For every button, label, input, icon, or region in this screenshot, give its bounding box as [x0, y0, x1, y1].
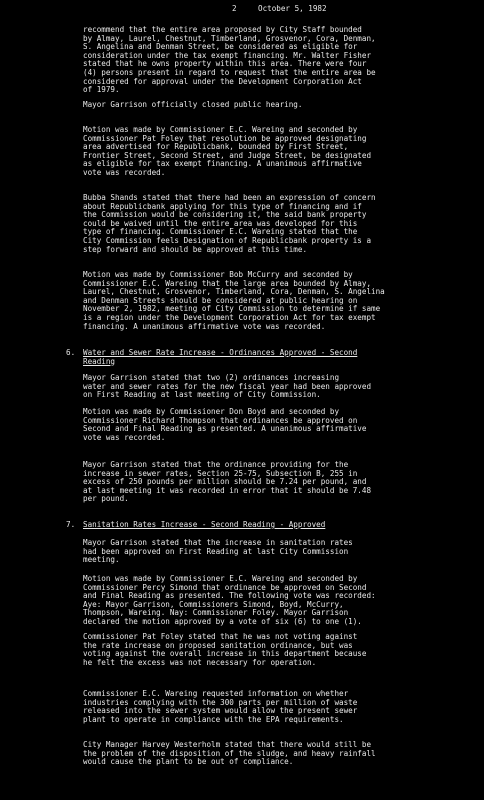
paragraph: Mayor Garrison stated that the increase in sanitation rates had been approved on First Reading at last City Commission meeting.: [83, 538, 353, 565]
item-heading: Sanitation Rates Increase - Second Reading - Approved: [83, 520, 326, 529]
paragraph: Mayor Garrison stated that two (2) ordinances increasing water and sewer rates for the new fiscal year had been approved on First Reading at last meeting of City Commission.: [83, 373, 372, 400]
paragraph: Mayor Garrison stated that the ordinance providing for the increase in sewer rates, Section 25-75, Subsection B, 255 in excess of 250 pounds per million should be 7.24 per pound, and at last meeting it was recorded in error that it should be 7.48 per pound.: [83, 460, 372, 504]
header-date: October 5, 1982: [258, 4, 327, 13]
paragraph: Motion was made by Commissioner E.C. Wareing and seconded by Commissioner Percy Simond that ordinance be approved on Second and Final Reading as presented. The following vote was recorded: Aye: Mayor Garrison, Commissioners Simond, Boyd, McCurry, Thompson, Wareing. Nay: Commissioner Foley. Mayor Garrison declared the motion approved by a vote of six (6) to one (1).: [83, 574, 376, 626]
item-number: 6.: [66, 348, 76, 357]
paragraph: Bubba Shands stated that there had been an expression of concern about Republicbank applying for this type of financing and if the Commission would be considering it, the said bank property could be waived until the entire area was developed for this type of financing. Commissioner E.C. Wareing stated that the City Commission feels Designation of Republicbank property is a step forward and should be approved at this time.: [83, 193, 376, 254]
paragraph: recommend that the entire area proposed by City Staff bounded by Almay, Laurel, Chestnut, Timberland, Grosvenor, Cora, Denman, S. Angelina and Denman Street, be considered as eligible for consideration under the tax exempt financing. Mr. Walter Fisher stated that he owns property within this area. There were four (4) persons present in regard to request that the entire area be considered for approval under the Development Corporation Act of 1979.: [83, 25, 376, 95]
paragraph: Mayor Garrison officially closed public hearing.: [83, 100, 303, 109]
paragraph: Motion was made by Commissioner Bob McCurry and seconded by Commissioner E.C. Wareing that the large area bounded by Almay, Laurel, Chestnut, Grosvenor, Timberland, Cora, Denman, S. Angelina and Denman Streets should be considered at public hearing on November 2, 1982, meeting of City Commission to determine if same is a region under the Development Corporation Act for tax exempt financing. A unanimous affirmative vote was recorded.: [83, 270, 385, 331]
item-number: 7.: [66, 520, 76, 529]
paragraph: Motion was made by Commissioner Don Boyd and seconded by Commissioner Richard Thompson that ordinances be approved on Second and Final Reading as presented. A unanimous affirmative vote was recorded.: [83, 407, 367, 442]
paragraph: City Manager Harvey Westerholm stated that there would still be the problem of the disposition of the sludge, and heavy rainfall would cause the plant to be out of compliance.: [83, 740, 376, 767]
paragraph: Commissioner E.C. Wareing requested information on whether industries complying with the 300 parts per million of waste released into the sewer system would allow the present sewer plant to operate in compliance with the EPA requirements.: [83, 689, 358, 724]
paragraph: Motion was made by Commissioner E.C. Wareing and seconded by Commissioner Pat Foley that resolution be approved designating area advertised for Republicbank, bounded by First Street, Frontier Street, Second Street, and Judge Street, be designated as eligible for tax exempt financing. A unanimous affirmative vote was recorded.: [83, 125, 372, 177]
paragraph: Commissioner Pat Foley stated that he was not voting against the rate increase on proposed sanitation ordinance, but was voting against the overall increase in this department because he felt the excess was not necessary for operation.: [83, 632, 367, 667]
item-heading: Water and Sewer Rate Increase - Ordinances Approved - Second Reading: [83, 348, 358, 366]
page-number: 2: [232, 4, 237, 13]
